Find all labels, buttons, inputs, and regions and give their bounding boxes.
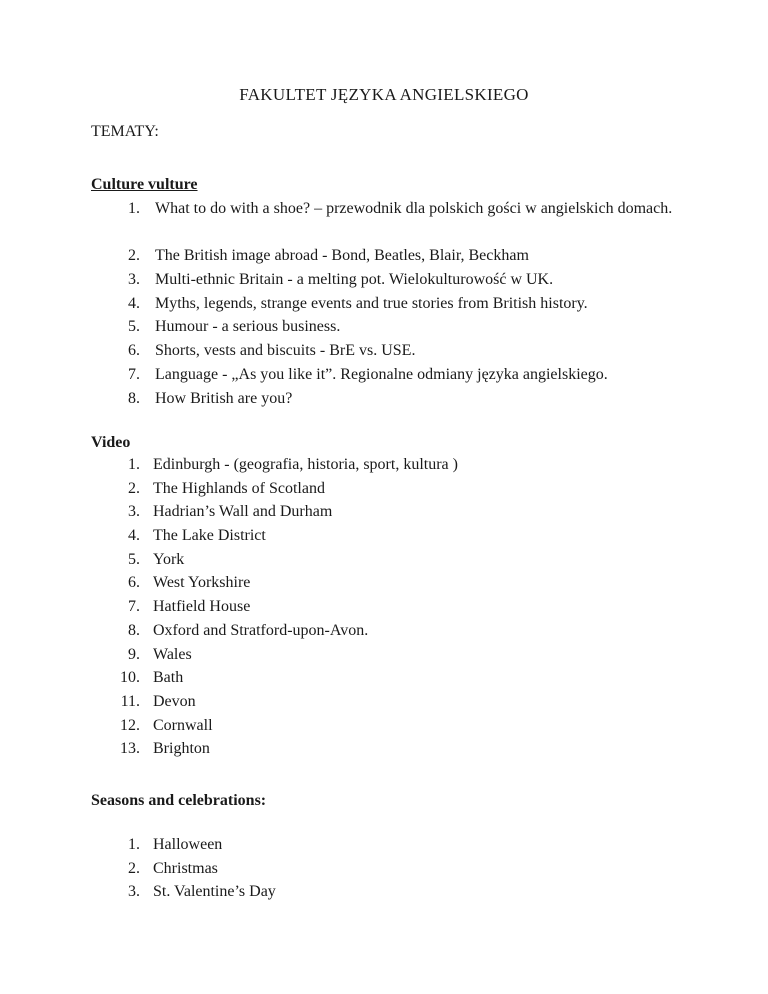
list-item-number: 2. bbox=[128, 859, 140, 877]
list-item-text: York bbox=[153, 550, 185, 568]
list-item-number: 3. bbox=[128, 271, 140, 289]
list-item-text: Cornwall bbox=[153, 716, 213, 734]
list-item-number: 8. bbox=[128, 621, 140, 639]
list-item-number: 5. bbox=[128, 318, 140, 336]
list-item-text: Language - „As you like it”. Regionalne odmiany języka angielskiego. bbox=[155, 365, 608, 383]
list-item-number: 6. bbox=[128, 574, 140, 592]
list-item-number: 1. bbox=[128, 456, 140, 473]
list-item-number: 9. bbox=[128, 645, 140, 663]
list-item-text: Oxford and Stratford-upon-Avon. bbox=[153, 621, 369, 639]
topics-label: TEMATY: bbox=[91, 123, 159, 140]
list-item-text: What to do with a shoe? – przewodnik dla polskich gości w angielskich domach. bbox=[155, 200, 673, 217]
list-item-number: 11. bbox=[120, 692, 140, 710]
document-title: FAKULTET JĘZYKA ANGIELSKIEGO bbox=[239, 85, 529, 104]
list-item-text: Edinburgh - (geografia, historia, sport, kultura ) bbox=[153, 456, 458, 473]
list-item-text: Devon bbox=[153, 692, 196, 710]
list-item-text: Myths, legends, strange events and true stories from British history. bbox=[155, 294, 588, 312]
list-item-number: 10. bbox=[120, 669, 140, 687]
video-section-heading: Video bbox=[91, 434, 131, 451]
list-item-text: Halloween bbox=[153, 836, 223, 853]
list-item-number: 7. bbox=[128, 365, 140, 383]
list-item-text: Humour - a serious business. bbox=[155, 318, 341, 336]
list-item-number: 4. bbox=[128, 294, 140, 312]
list-item-text: West Yorkshire bbox=[153, 574, 251, 592]
list-item-number: 12. bbox=[120, 716, 140, 734]
list-item-text: Brighton bbox=[153, 740, 210, 758]
list-item-number: 1. bbox=[128, 200, 140, 217]
list-item-number: 2. bbox=[128, 247, 140, 265]
list-item-text: Christmas bbox=[153, 859, 218, 877]
list-item-text: Wales bbox=[153, 645, 192, 663]
list-item-text: The British image abroad - Bond, Beatles, Blair, Beckham bbox=[155, 247, 529, 265]
list-item-number: 3. bbox=[128, 883, 140, 901]
list-item-number: 3. bbox=[128, 503, 140, 521]
list-item-text: Hadrian’s Wall and Durham bbox=[153, 503, 333, 521]
list-item-text: Bath bbox=[153, 669, 184, 687]
list-item-number: 5. bbox=[128, 550, 140, 568]
list-item-text: The Highlands of Scotland bbox=[153, 479, 325, 497]
list-item-text: How British are you? bbox=[155, 389, 293, 407]
list-item-number: 7. bbox=[128, 598, 140, 616]
list-item-number: 2. bbox=[128, 479, 140, 497]
list-item-number: 4. bbox=[128, 527, 140, 545]
list-item-text: Multi-ethnic Britain - a melting pot. Wielokulturowość w UK. bbox=[155, 271, 554, 289]
list-item-text: The Lake District bbox=[153, 527, 266, 545]
list-item-number: 1. bbox=[128, 836, 140, 853]
list-item-number: 6. bbox=[128, 342, 140, 360]
list-item-text: Hatfield House bbox=[153, 598, 251, 616]
list-item-text: Shorts, vests and biscuits - BrE vs. USE. bbox=[155, 342, 416, 360]
seasons-section-heading: Seasons and celebrations: bbox=[91, 792, 267, 809]
list-item-number: 13. bbox=[120, 740, 140, 758]
list-item-number: 8. bbox=[128, 389, 140, 407]
culture-section-heading: Culture vulture bbox=[91, 176, 198, 193]
list-item-text: St. Valentine’s Day bbox=[153, 883, 276, 901]
